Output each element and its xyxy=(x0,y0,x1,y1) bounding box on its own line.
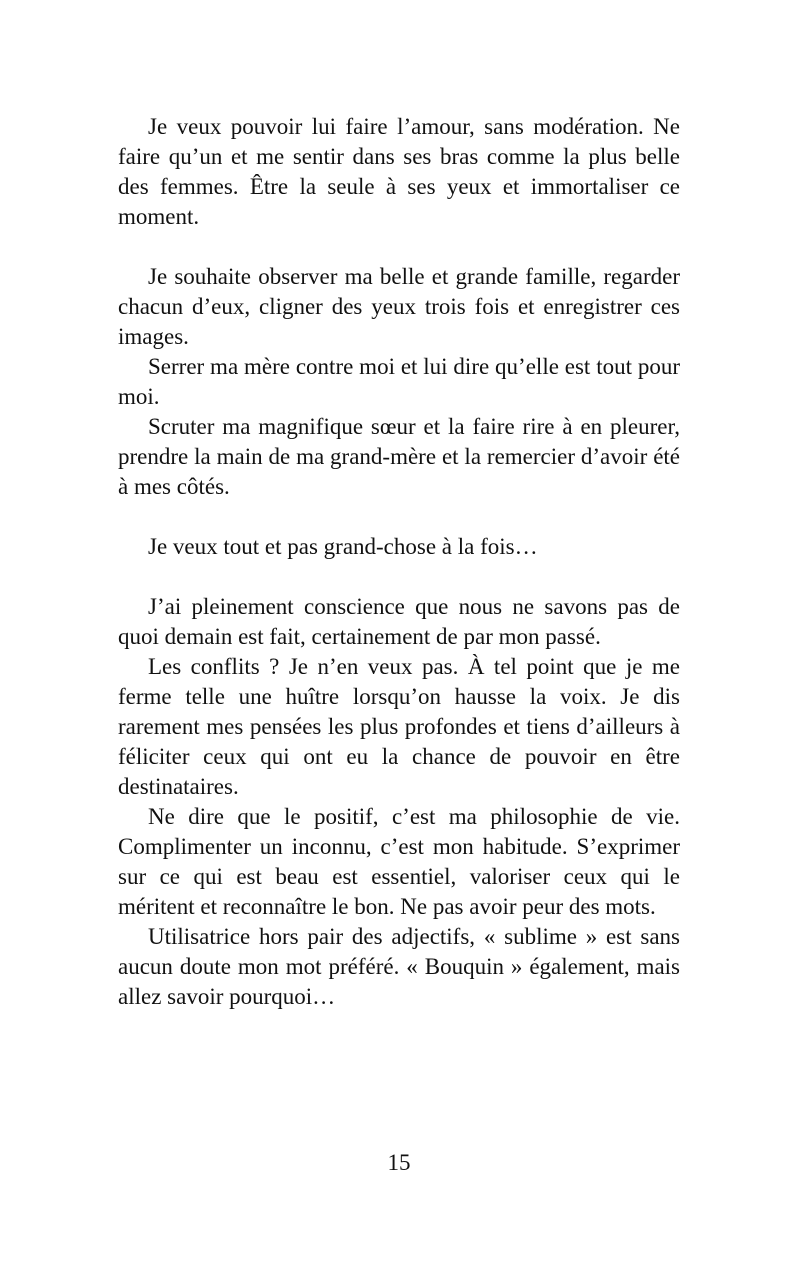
paragraph-3: Serrer ma mère contre moi et lui dire qu’elle est tout pour moi. xyxy=(118,354,680,409)
paragraph-1: Je veux pouvoir lui faire l’amour, sans modération. Ne faire qu’un et me sentir dans ses bras comme la plus belle des femmes. Être la seule à ses yeux et immortaliser ce moment. xyxy=(118,114,680,229)
paragraph-2: Je souhaite observer ma belle et grande famille, regarder chacun d’eux, cligner des yeux trois fois et enregistrer ces images. xyxy=(118,264,680,349)
paragraph-gap xyxy=(118,502,680,532)
paragraph-7: Les conflits ? Je n’en veux pas. À tel point que je me ferme telle une huître lorsqu’on hausse la voix. Je dis rarement mes pensées les plus profondes et tiens d’ailleurs à féliciter ceux qui ont eu la chance de pouvoir en être destinataires. xyxy=(118,654,680,799)
paragraph-gap xyxy=(118,562,680,592)
paragraph-5: Je veux tout et pas grand-chose à la fois… xyxy=(148,534,538,559)
paragraph-8: Ne dire que le positif, c’est ma philosophie de vie. Complimenter un inconnu, c’est mon habitude. S’exprimer sur ce qui est beau est essentiel, valoriser ceux qui le méritent et reconnaître le bon. Ne pas avoir peur des mots. xyxy=(118,804,680,919)
paragraph-4: Scruter ma magnifique sœur et la faire rire à en pleurer, prendre la main de ma grand-mère et la remercier d’avoir été à mes côtés. xyxy=(118,414,680,499)
page-body xyxy=(118,112,680,1012)
paragraph-9: Utilisatrice hors pair des adjectifs, « sublime » est sans aucun doute mon mot préféré. « Bouquin » également, mais allez savoir pourquoi… xyxy=(118,924,680,1009)
page-number: 15 xyxy=(387,1150,411,1175)
paragraph-gap xyxy=(118,232,680,262)
paragraph-6: J’ai pleinement conscience que nous ne savons pas de quoi demain est fait, certainement de par mon passé. xyxy=(118,594,680,649)
